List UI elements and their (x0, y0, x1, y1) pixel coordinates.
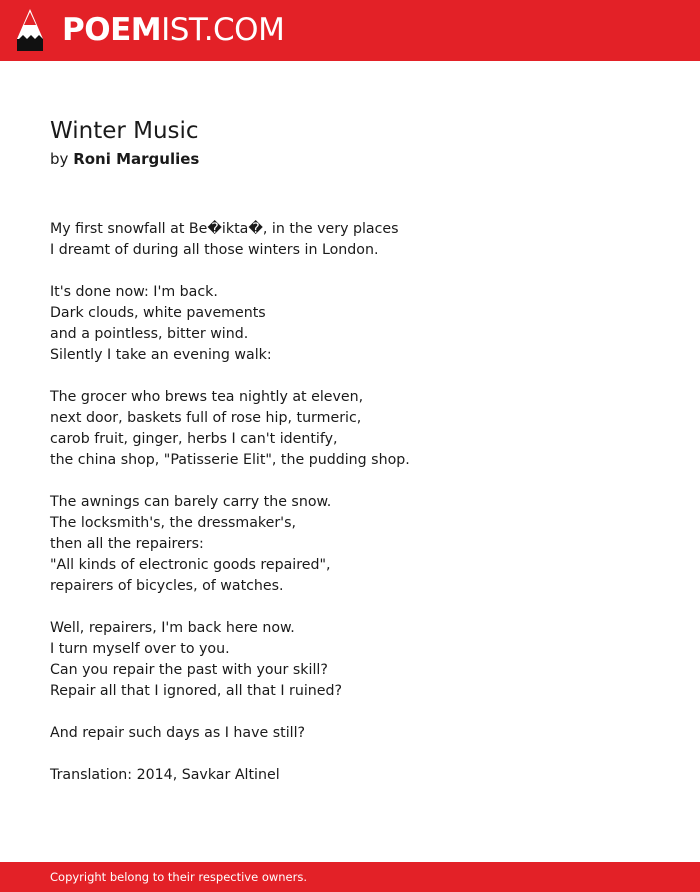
poem-stanza (50, 492, 650, 597)
poem-stanza (50, 282, 650, 366)
poem-line: The awnings can barely carry the snow. (50, 494, 332, 510)
copyright-text: Copyright belong to their respective owners. (50, 870, 308, 884)
poem-stanza (50, 723, 650, 744)
poem-line: Can you repair the past with your skill? (50, 662, 328, 678)
site-header (0, 0, 700, 61)
site-logo[interactable] (62, 12, 284, 48)
poem-line: and a pointless, bitter wind. (50, 326, 249, 342)
poem-line: The grocer who brews tea nightly at eleven, (50, 389, 364, 405)
translation-credit: Translation: 2014, Savkar Altinel (50, 767, 280, 783)
poem-author: Roni Margulies (73, 150, 200, 168)
logo-light-text: IST.COM (161, 12, 285, 48)
poem-body (50, 219, 650, 786)
pencil-icon[interactable] (16, 9, 44, 51)
poem-line: And repair such days as I have still? (50, 725, 306, 741)
poem-stanza (50, 618, 650, 702)
poem-line: It's done now: I'm back. (50, 284, 218, 300)
poem-line: I turn myself over to you. (50, 641, 230, 657)
poem-line: I dreamt of during all those winters in London. (50, 242, 379, 258)
poem-line: My first snowfall at Be�ikta�, in the very places (50, 221, 399, 237)
poem-line: Dark clouds, white pavements (50, 305, 266, 321)
poem-line: repairers of bicycles, of watches. (50, 578, 284, 594)
site-footer (0, 862, 700, 892)
poem-stanza (50, 387, 650, 471)
poem-stanza (50, 219, 650, 261)
poem-line: Repair all that I ignored, all that I ruined? (50, 683, 343, 699)
poem-title: Winter Music (50, 118, 199, 144)
poem-line: The locksmith's, the dressmaker's, (50, 515, 296, 531)
poem-line: next door, baskets full of rose hip, turmeric, (50, 410, 362, 426)
poem-line: Silently I take an evening walk: (50, 347, 272, 363)
poem-byline (50, 148, 650, 170)
poem-content (50, 114, 650, 786)
logo-bold-text: POEM (62, 12, 162, 48)
poem-line: then all the repairers: (50, 536, 204, 552)
poem-line: the china shop, "Patisserie Elit", the pudding shop. (50, 452, 410, 468)
poem-line: Well, repairers, I'm back here now. (50, 620, 295, 636)
poem-line: carob fruit, ginger, herbs I can't identify, (50, 431, 338, 447)
poem-line: "All kinds of electronic goods repaired", (50, 557, 331, 573)
by-label: by (50, 150, 69, 168)
